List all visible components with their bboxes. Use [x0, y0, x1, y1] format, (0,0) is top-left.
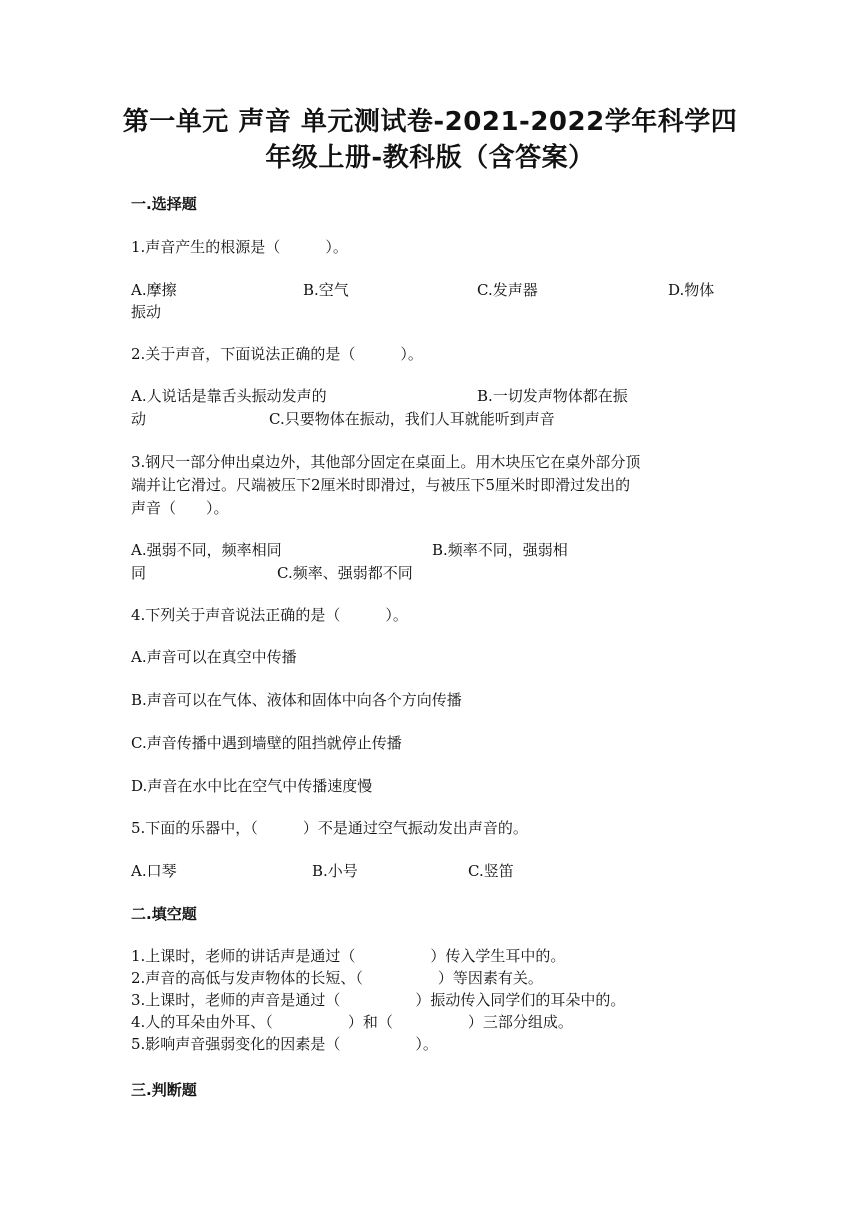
q4-option-a: A.声音可以在真空中传播 — [131, 648, 297, 666]
section-heading-judge: 三.判断题 — [131, 1081, 197, 1099]
fill-question: 2.声音的高低与发声物体的长短、（ ）等因素有关。 — [131, 969, 543, 987]
q2-stem: 2.关于声音，下面说法正确的是（ ）。 — [131, 345, 423, 363]
q3-stem-line-2: 端并让它滑过。尺端被压下2厘米时即滑过，与被压下5厘米时即滑过发出的 — [131, 476, 631, 494]
q3-stem-line-3: 声音（ ）。 — [131, 499, 229, 517]
q5-option-a: A.口琴 — [131, 862, 177, 880]
fill-question: 4.人的耳朵由外耳、（ ）和（ ）三部分组成。 — [131, 1013, 573, 1031]
q2-option-c: C.只要物体在振动，我们人耳就能听到声音 — [269, 410, 555, 428]
q3-option-b: B.频率不同，强弱相 — [432, 541, 568, 559]
q3-stem-line-1: 3.钢尺一部分伸出桌边外，其他部分固定在桌面上。用木块压它在桌外部分顶 — [131, 453, 641, 471]
title-line-1: 第一单元 声音 单元测试卷-2021-2022学年科学四 — [122, 107, 738, 137]
q1-stem: 1.声音产生的根源是（ ）。 — [131, 238, 348, 256]
q2-option-b-continued: 动 — [131, 410, 147, 428]
q4-option-d: D.声音在水中比在空气中传播速度慢 — [131, 777, 373, 795]
q5-option-c: C.竖笛 — [468, 862, 514, 880]
q1-option-a: A.摩擦 — [131, 281, 177, 299]
q2-option-a: A.人说话是靠舌头振动发声的 — [131, 387, 327, 405]
q2-option-b: B.一切发声物体都在振 — [477, 387, 628, 405]
q4-stem: 4.下列关于声音说法正确的是（ ）。 — [131, 606, 408, 624]
q1-option-d-continued: 振动 — [131, 303, 162, 321]
section-heading-fill: 二.填空题 — [131, 905, 197, 923]
q4-option-c: C.声音传播中遇到墙壁的阻挡就停止传播 — [131, 734, 402, 752]
fill-question: 5.影响声音强弱变化的因素是（ ）。 — [131, 1035, 438, 1053]
q3-option-b-continued: 同 — [131, 564, 147, 582]
q3-option-c: C.频率、强弱都不同 — [277, 564, 413, 582]
q4-option-b: B.声音可以在气体、液体和固体中向各个方向传播 — [131, 691, 462, 709]
fill-question: 3.上课时，老师的声音是通过（ ）振动传入同学们的耳朵中的。 — [131, 991, 626, 1009]
fill-question: 1.上课时，老师的讲话声是通过（ ）传入学生耳中的。 — [131, 947, 566, 965]
section-heading-choice: 一.选择题 — [131, 195, 197, 213]
q5-option-b: B.小号 — [312, 862, 358, 880]
q1-option-d: D.物体 — [668, 281, 715, 299]
q3-option-a: A.强弱不同，频率相同 — [131, 541, 282, 559]
q5-stem: 5.下面的乐器中，（ ）不是通过空气振动发出声音的。 — [131, 819, 528, 837]
q1-option-b: B.空气 — [303, 281, 349, 299]
q1-option-c: C.发声器 — [477, 281, 538, 299]
title-line-2: 年级上册-教科版（含答案） — [265, 143, 595, 173]
